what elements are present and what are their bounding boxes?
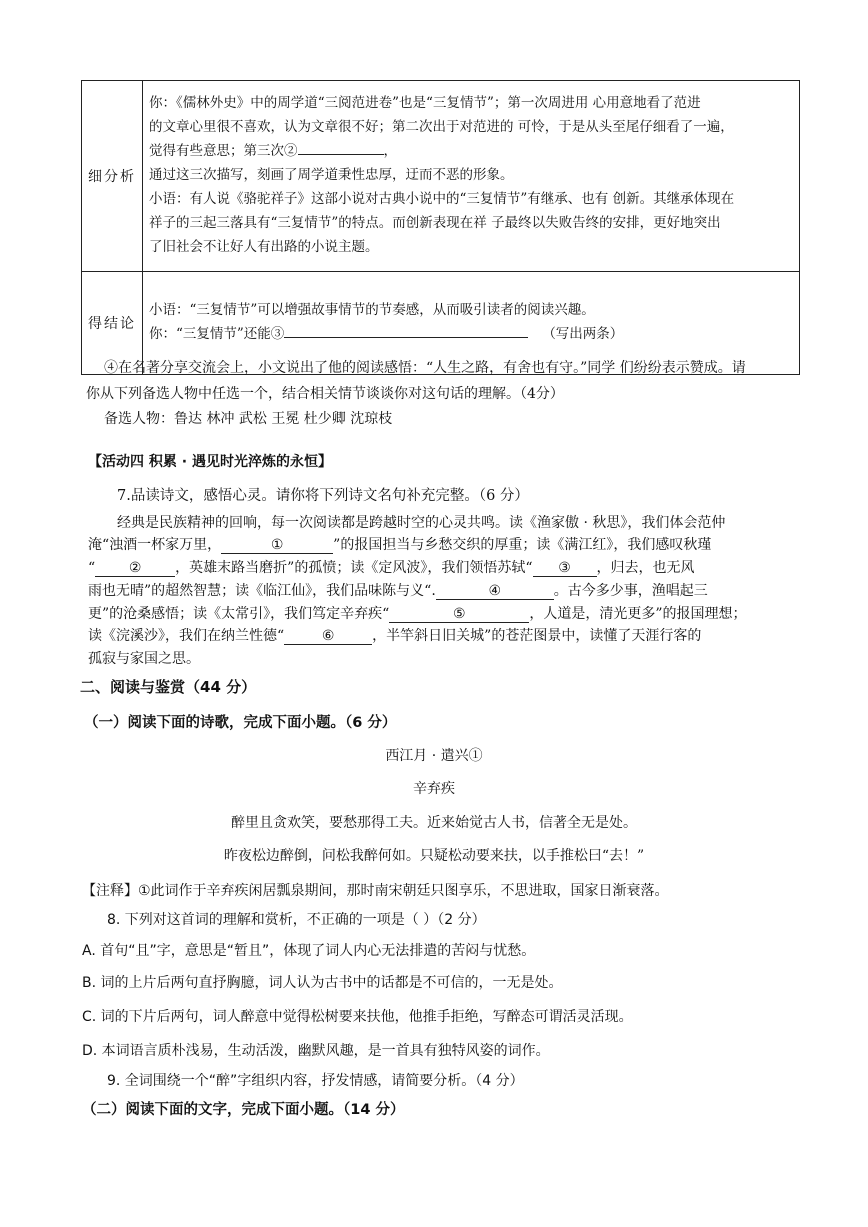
- table-row: [82, 81, 800, 272]
- q7-line: 雨也无晴”的超然智慧；读《临江仙》，我们品味陈与义“. ④ 。古今多少事，渔唱起三: [88, 583, 708, 599]
- q4-line: 你从下列备选人物中任选一个，结合相关情节谈谈你对这句话的理解。（4分）: [86, 386, 564, 402]
- part2-heading: 二、阅读与鉴赏（44 分）: [80, 678, 257, 696]
- section-2-heading: （二）阅读下面的文字，完成下面小题。（14 分）: [82, 1102, 405, 1118]
- activity4-heading: 【活动四 积累 · 遇见时光淬炼的永恒】: [88, 454, 332, 470]
- q7-line: 更”的沧桑感悟；读《太常引》，我们笃定辛弃疾“ ⑤ ，人道是，清光更多”的报国理想；: [88, 606, 747, 622]
- poem-note: 【注释】①此词作于辛弃疾闲居瓢泉期间，那时南宋朝廷只图享乐，不思进取，国家日渐衰落。: [82, 883, 669, 899]
- row-label-conclusion: 得结论: [82, 272, 143, 375]
- section-1-heading: （一）阅读下面的诗歌，完成下面小题。（6 分）: [84, 715, 397, 731]
- conclusion-line: 小语：“三复情节”可以增强故事情节的节奏感，从而吸引读者的阅读兴趣。: [149, 302, 595, 318]
- analysis-line: 你：《儒林外史》中的周学道“三阅范进卷”也是“三复情节”；第一次周进用 心用意地看了范进: [149, 95, 701, 111]
- analysis-line: 通过这三次描写，刻画了周学道秉性忠厚，迂而不恶的形象。: [149, 167, 514, 183]
- q8-option-b[interactable]: B. 词的上片后两句直抒胸臆，词人认为古书中的话都是不可信的，一无是处。: [82, 975, 563, 991]
- poem-title: 西江月 · 遣兴①: [385, 748, 483, 764]
- answer-blank-q7-3[interactable]: ③: [533, 560, 597, 577]
- poem-author: 辛弃疾: [413, 781, 455, 797]
- q7-line: 读《浣溪沙》，我们在纳兰性德“ ⑥ ，半竿斜日旧关城”的苍茫图景中，读懂了天涯行客的: [88, 628, 702, 644]
- q8-option-d[interactable]: D. 本词语言质朴浅易，生动活泼，幽默风趣，是一首具有独特风姿的词作。: [82, 1043, 550, 1059]
- q8-option-a[interactable]: A. 首句“且”字，意思是“暂且”，体现了词人内心无法排遣的苦闷与忧愁。: [82, 943, 536, 959]
- analysis-line: 觉得有些意思；第三次② ，: [149, 139, 793, 163]
- answer-blank-2[interactable]: [298, 140, 384, 155]
- q7-stem: 7.品读诗文，感悟心灵。请你将下列诗文名句补充完整。（6 分）: [117, 488, 529, 504]
- poem-line: 昨夜松边醉倒，问松我醉何如。只疑松动要来扶，以手推松曰“去！”: [223, 848, 645, 864]
- analysis-cell: [143, 81, 800, 272]
- analysis-line: 祥子的三起三落具有“三复情节”的特点。而创新表现在祥 子最终以失败告终的安排，更好地突出: [149, 215, 721, 231]
- q4-candidates: 备选人物：鲁达 林冲 武松 王冕 杜少卿 沈琼枝: [104, 411, 393, 427]
- answer-blank-q7-2[interactable]: ②: [95, 560, 175, 577]
- q8-option-c[interactable]: C. 词的下片后两句，词人醉意中觉得松树要来扶他，他推手拒绝，写醉态可谓活灵活现。: [82, 1009, 633, 1025]
- q7-line: 经典是民族精神的回响，每一次阅读都是跨越时空的心灵共鸣。读《渔家傲 · 秋思》，我们体会范仲: [117, 515, 726, 531]
- answer-blank-q7-4[interactable]: ④: [436, 583, 554, 600]
- q7-line: 淹“浊酒一杯家万里， ① ”的报国担当与乡愁交织的厚重；读《满江红》，我们感叹秋瑾: [88, 537, 712, 553]
- analysis-line: 的文章心里很不喜欢，认为文章很不好；第二次出于对范进的 可怜，于是从头至尾仔细看了一遍，: [149, 119, 734, 135]
- answer-blank-q7-1[interactable]: ①: [221, 537, 333, 554]
- answer-blank-q7-5[interactable]: ⑤: [389, 606, 529, 623]
- poem-line: 醉里且贪欢笑，要愁那得工夫。近来始觉古人书，信著全无是处。: [231, 815, 637, 831]
- analysis-line: 小语：有人说《骆驼祥子》这部小说对古典小说中的“三复情节”有继承、也有 创新。其继承体现在: [149, 191, 735, 207]
- analysis-line: 了旧社会不让好人有出路的小说主题。: [149, 239, 379, 255]
- row-label-analysis: 细分析: [82, 81, 143, 272]
- q8-stem: 8. 下列对这首词的理解和赏析，不正确的一项是（ ）（2 分）: [107, 912, 486, 928]
- q9-stem: 9. 全词围绕一个“醉”字组织内容，抒发情感，请简要分析。（4 分）: [107, 1073, 524, 1089]
- q4-line: ④在名著分享交流会上，小文说出了他的阅读感悟：“人生之路，有舍也有守。”同学 们纷纷表示赞成。请: [104, 360, 746, 376]
- conclusion-line: 你：“三复情节”还能③ （写出两条）: [149, 322, 793, 346]
- analysis-table: [81, 80, 800, 375]
- answer-blank-q7-6[interactable]: ⑥: [284, 628, 372, 645]
- answer-blank-3[interactable]: [284, 323, 528, 338]
- q7-line: “ ② ，英雄末路当磨折”的孤愤；读《定风波》，我们领悟苏轼“ ③ ，归去，也无风: [88, 560, 695, 576]
- q7-line: 孤寂与家国之思。: [88, 651, 200, 667]
